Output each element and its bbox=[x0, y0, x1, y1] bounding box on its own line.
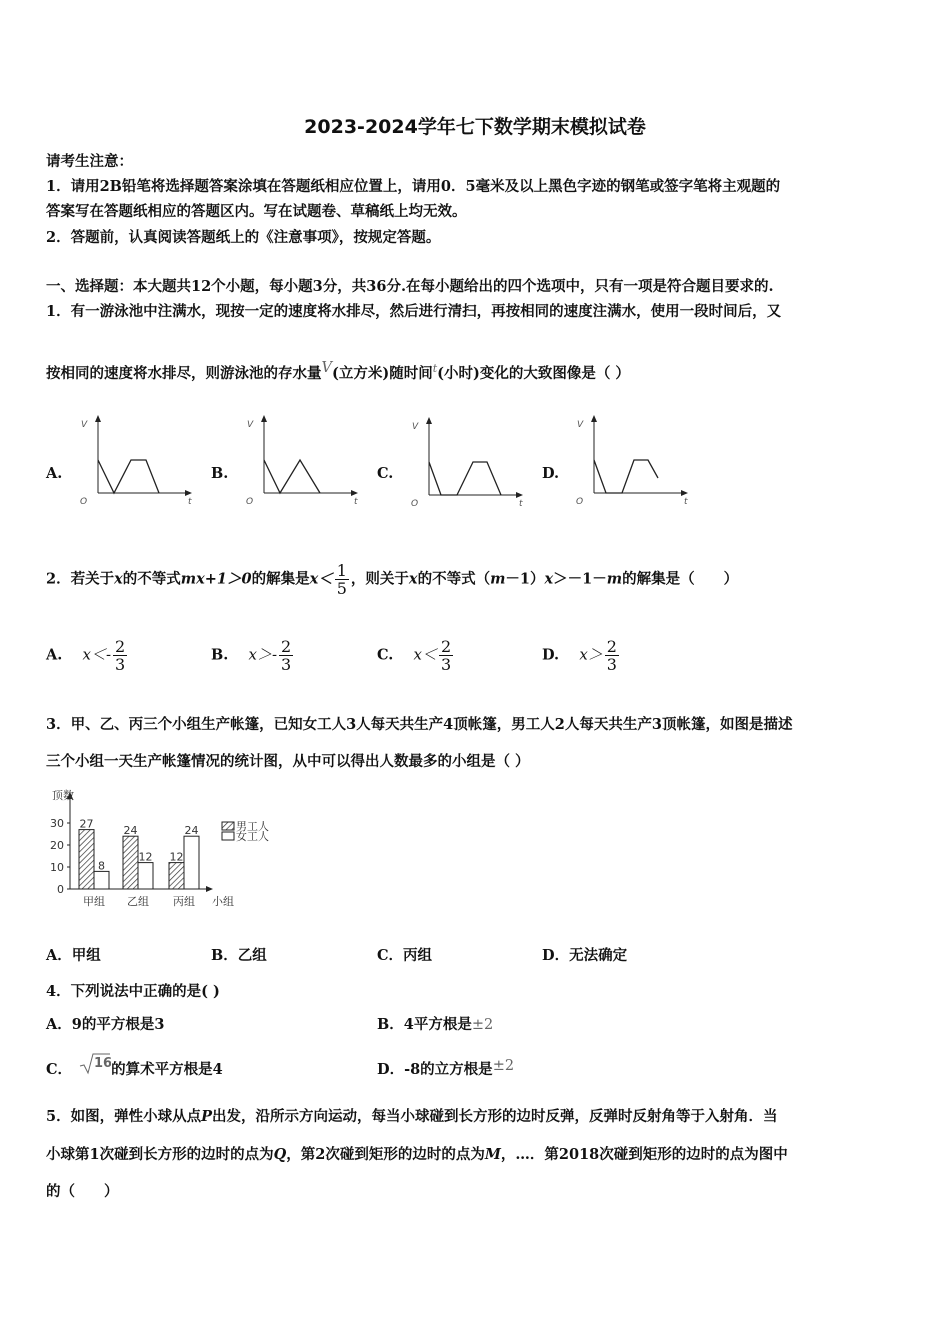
bar-female bbox=[184, 836, 199, 889]
legend-swatch bbox=[222, 832, 234, 840]
q1-line2: 按相同的速度将水排尽，则游泳池的存水量V(立方米)随时间$^t$(小时)变化的大致图像是（ ） bbox=[46, 360, 630, 382]
svg-text:V: V bbox=[247, 420, 254, 430]
svg-text:O: O bbox=[576, 497, 584, 507]
q1-option-b-label: B. bbox=[211, 465, 229, 482]
y-tick-label: 20 bbox=[50, 839, 64, 852]
svg-text:t: t bbox=[354, 497, 358, 507]
svg-text:V: V bbox=[577, 420, 584, 430]
q1-graph-d bbox=[572, 410, 692, 510]
q1-option-c-label: C. bbox=[377, 465, 394, 482]
q5-line2: 小球第1次碰到长方形的边时的点为Q，第2次碰到矩形的边时的点为M，…．第2018次碰到矩形的边时的点为图中 bbox=[46, 1146, 788, 1163]
bar-male bbox=[79, 830, 94, 889]
x-axis-label: 小组 bbox=[212, 895, 234, 908]
legend-swatch bbox=[222, 822, 234, 830]
x-axis-arrow bbox=[206, 886, 213, 892]
page-title: 2023-2024学年七下数学期末模拟试卷 bbox=[304, 116, 646, 138]
q2-stem: 2．若关于x的不等式mx+1＞0的解集是x＜ $\frac{1}{5}$ ，则关于x的不等式（m－1）x＞－1－m的解集是（ ） bbox=[46, 561, 739, 598]
q1-option-d-label: D. bbox=[542, 465, 560, 482]
q5-line1: 5．如图，弹性小球从点P出发，沿所示方向运动，每当小球碰到长方形的边时反弹，反弹时反射角等于入射角．当 bbox=[46, 1108, 778, 1125]
q4-stem: 4．下列说法中正确的是( ) bbox=[46, 983, 220, 1000]
bar-value-label: 12 bbox=[169, 850, 184, 864]
q1-graph-b bbox=[242, 410, 362, 510]
bar-female bbox=[138, 863, 153, 889]
bar-value-label: 24 bbox=[184, 824, 199, 838]
bar-value-label: 12 bbox=[138, 850, 153, 864]
q3-line1: 3．甲、乙、丙三个小组生产帐篷，已知女工人3人每天共生产4顶帐篷，男工人2人每天共生产3顶帐篷，如图是描述 bbox=[46, 716, 793, 733]
q4-option-d: D．-8的立方根是±2 bbox=[377, 1058, 515, 1078]
bar-male bbox=[123, 836, 138, 889]
q2-option-c: C. x＜ $\frac{2}{3}$ bbox=[377, 637, 452, 674]
sqrt-icon bbox=[77, 1052, 111, 1076]
y-tick-label: 0 bbox=[57, 883, 64, 896]
q4-option-c: C． 16 的算术平方根是4 bbox=[46, 1060, 223, 1080]
q1-graph-c bbox=[407, 412, 527, 512]
q3-option-b: B．乙组 bbox=[211, 947, 267, 964]
y-tick-label: 10 bbox=[50, 861, 64, 874]
svg-text:O: O bbox=[80, 497, 88, 507]
svg-text:O: O bbox=[411, 499, 419, 509]
q1-option-a-label: A. bbox=[46, 465, 63, 482]
bar-male bbox=[169, 863, 184, 889]
svg-text:V: V bbox=[412, 422, 419, 432]
bar-female bbox=[94, 871, 109, 889]
category-label: 丙组 bbox=[173, 895, 195, 908]
bar-value-label: 24 bbox=[123, 824, 138, 838]
section-heading: 一、选择题：本大题共12个小题，每小题3分，共36分.在每小题给出的四个选项中，只有一项是符合题目要求的. bbox=[46, 278, 774, 295]
q1-graph-a bbox=[76, 410, 196, 510]
svg-text:16: 16 bbox=[94, 1056, 112, 1071]
notice-heading: 请考生注意： bbox=[46, 153, 133, 170]
q4-option-b: B．4平方根是±2 bbox=[377, 1016, 494, 1033]
y-axis-label: 顶数 bbox=[52, 789, 74, 802]
q3-option-d: D．无法确定 bbox=[542, 947, 628, 964]
q3-bar-chart bbox=[44, 785, 304, 913]
y-tick-label: 30 bbox=[50, 817, 64, 830]
q2-option-d: D. x＞ $\frac{2}{3}$ bbox=[542, 637, 617, 674]
category-label: 甲组 bbox=[83, 895, 105, 908]
q1-line1: 1．有一游泳池中注满水，现按一定的速度将水排尽，然后进行清扫，再按相同的速度注满水，使用一段时间后，又 bbox=[46, 303, 782, 320]
bar-value-label: 8 bbox=[98, 859, 105, 873]
q4-option-a: A．9的平方根是3 bbox=[46, 1016, 165, 1033]
q5-line3: 的（ ） bbox=[46, 1183, 119, 1200]
legend-label: 男工人 bbox=[236, 820, 269, 833]
q3-option-c: C．丙组 bbox=[377, 947, 433, 964]
svg-text:t: t bbox=[519, 499, 523, 509]
svg-text:V: V bbox=[81, 420, 88, 430]
q2-option-a: A. x＜- $\frac{2}{3}$ bbox=[46, 637, 126, 674]
svg-text:t: t bbox=[684, 497, 688, 507]
q3-line2: 三个小组一天生产帐篷情况的统计图，从中可以得出人数最多的小组是（ ） bbox=[46, 753, 530, 770]
svg-text:t: t bbox=[188, 497, 192, 507]
svg-text:O: O bbox=[246, 497, 254, 507]
notice-item-2: 2．答题前，认真阅读答题纸上的《注意事项》，按规定答题。 bbox=[46, 229, 441, 246]
bar-value-label: 27 bbox=[79, 817, 94, 831]
q3-option-a: A．甲组 bbox=[46, 947, 101, 964]
q2-option-b: B. x＞- $\frac{2}{3}$ bbox=[211, 637, 292, 674]
notice-item-1-cont: 答案写在答题纸相应的答题区内。写在试题卷、草稿纸上均无效。 bbox=[46, 203, 467, 220]
legend-label: 女工人 bbox=[236, 830, 269, 843]
category-label: 乙组 bbox=[127, 895, 149, 908]
notice-item-1: 1．请用2B铅笔将选择题答案涂填在答题纸相应位置上，请用0．5毫米及以上黑色字迹的钢笔或签字笔将主观题的 bbox=[46, 178, 781, 195]
